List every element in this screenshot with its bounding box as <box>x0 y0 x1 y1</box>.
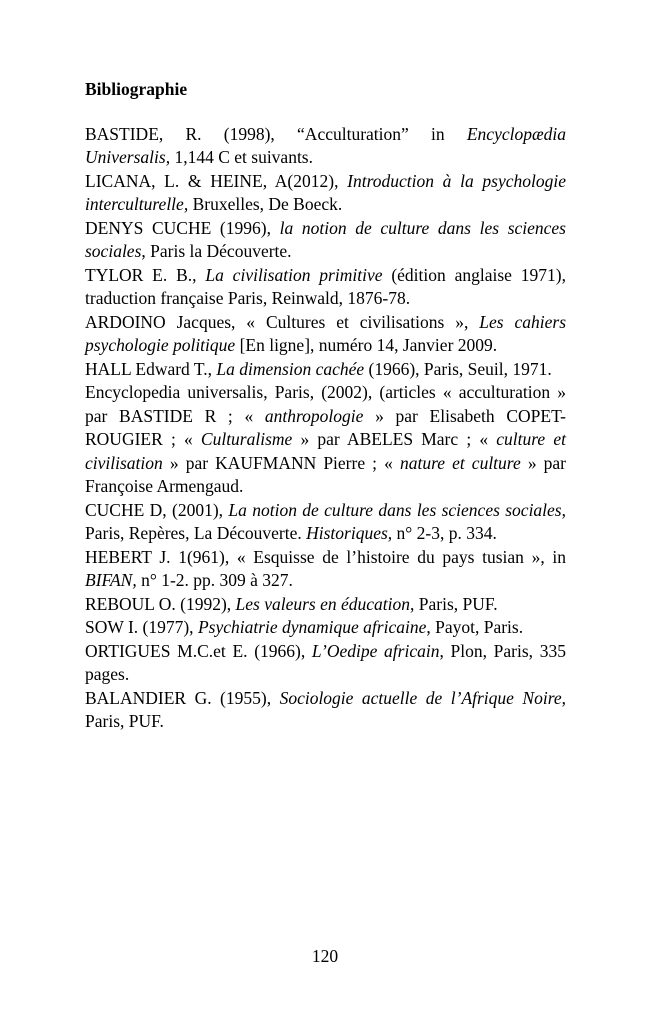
entry-segment: culture et civilisation <box>85 429 566 473</box>
bibliography-entry <box>85 616 566 640</box>
entry-segment: (édition anglaise 1971), traduction française Paris, Reinwald, 1876-78. <box>85 264 566 308</box>
bibliography-entry <box>85 264 566 311</box>
entry-segment: la notion de culture dans les sciences sociales <box>85 217 566 261</box>
entry-segment: , Payot, Paris. <box>426 617 524 637</box>
bibliography-entry <box>85 687 566 734</box>
entry-segment: anthropologie <box>264 405 364 426</box>
entry-segment: (1966), Paris, Seuil, 1971. <box>364 358 552 379</box>
bibliography-entry <box>85 546 566 593</box>
bibliography-entry <box>85 170 566 217</box>
entry-segment: , Paris, Repères, La Découverte. <box>85 499 566 543</box>
entry-segment: 1,144 C et suivants. <box>170 147 313 167</box>
page-number: 120 <box>311 946 339 966</box>
entry-segment: Sociologie actuelle de l’Afrique Noire <box>279 687 562 708</box>
entry-segment: Les valeurs en éducation <box>235 593 411 614</box>
entry-segment: [En ligne], numéro 14, Janvier 2009. <box>235 335 498 355</box>
entry-segment: Encyclopedia universalis, Paris, (2002), (articles « acculturation » par BASTIDE R ; « <box>85 382 566 426</box>
bibliography-heading: Bibliographie <box>85 79 188 99</box>
entry-segment: n° 2-3, p. 334. <box>392 523 497 543</box>
entry-segment: » par Françoise Armengaud. <box>85 452 566 496</box>
entry-segment: Bruxelles, De Boeck. <box>188 194 343 214</box>
entry-segment: SOW I. (1977), <box>85 617 198 637</box>
entry-segment: La notion de culture dans les sciences sociales <box>228 499 562 520</box>
bibliography-entry <box>85 499 566 546</box>
bibliography-entry <box>85 217 566 264</box>
entry-segment: Introduction à la psychologie interculturelle, <box>85 170 567 214</box>
page-footer <box>0 945 650 969</box>
entry-segment: » par Elisabeth COPET-ROUGIER ; « <box>85 405 566 449</box>
bibliography-entry <box>85 381 566 499</box>
bibliography-entry <box>85 123 566 170</box>
entry-segment: ARDOINO Jacques, « Cultures et civilisations », <box>85 311 480 332</box>
bibliography-entry <box>85 593 566 617</box>
entry-segment: Culturalisme <box>200 429 293 449</box>
bibliography-entry <box>85 358 566 382</box>
entry-segment: ORTIGUES M.C.et E. (1966), <box>85 640 312 661</box>
entry-segment: BASTIDE, R. (1998), “Acculturation” in <box>85 123 467 144</box>
entry-segment: Psychiatrie dynamique africaine <box>197 617 427 637</box>
bibliography-entry <box>85 640 566 687</box>
entry-segment: La dimension cachée <box>216 358 365 379</box>
bibliography-entry <box>85 311 566 358</box>
entry-segment: BIFAN, <box>85 570 137 590</box>
entry-segment: , Plon, Paris, 335 pages. <box>85 640 566 684</box>
entry-segment: , Paris la Découverte. <box>141 241 292 261</box>
entry-segment: , Paris, PUF. <box>410 593 498 614</box>
entry-segment: HALL Edward T., <box>85 358 217 379</box>
entry-segment: n° 1-2. pp. 309 à 327. <box>136 570 293 590</box>
entry-segment: » par KAUFMANN Pierre ; « <box>162 452 400 473</box>
entry-segment: Les cahiers psychologie politique <box>85 311 567 355</box>
entry-segment: BALANDIER G. (1955), <box>85 687 280 708</box>
entry-segment: L’Oedipe africain <box>311 640 440 661</box>
entry-segment: Historiques, <box>306 523 393 543</box>
bibliography-list <box>85 123 566 734</box>
entry-segment: CUCHE D, (2001), <box>85 499 229 520</box>
entry-segment: » par ABELES Marc ; « <box>292 429 497 449</box>
entry-segment: nature et culture <box>399 452 521 473</box>
page-content <box>85 78 566 734</box>
entry-segment: DENYS CUCHE (1996), <box>85 217 280 238</box>
entry-segment: HEBERT J. 1(961), « Esquisse de l’histoire du pays tusian », in <box>85 546 566 567</box>
entry-segment: Encyclopædia Universalis, <box>85 123 566 167</box>
entry-segment: TYLOR E. B., <box>85 264 206 285</box>
entry-segment: , Paris, PUF. <box>85 687 566 731</box>
entry-segment: REBOUL O. (1992), <box>85 593 236 614</box>
entry-segment: La civilisation primitive <box>205 264 383 285</box>
entry-segment: LICANA, L. & HEINE, A(2012), <box>85 170 348 191</box>
